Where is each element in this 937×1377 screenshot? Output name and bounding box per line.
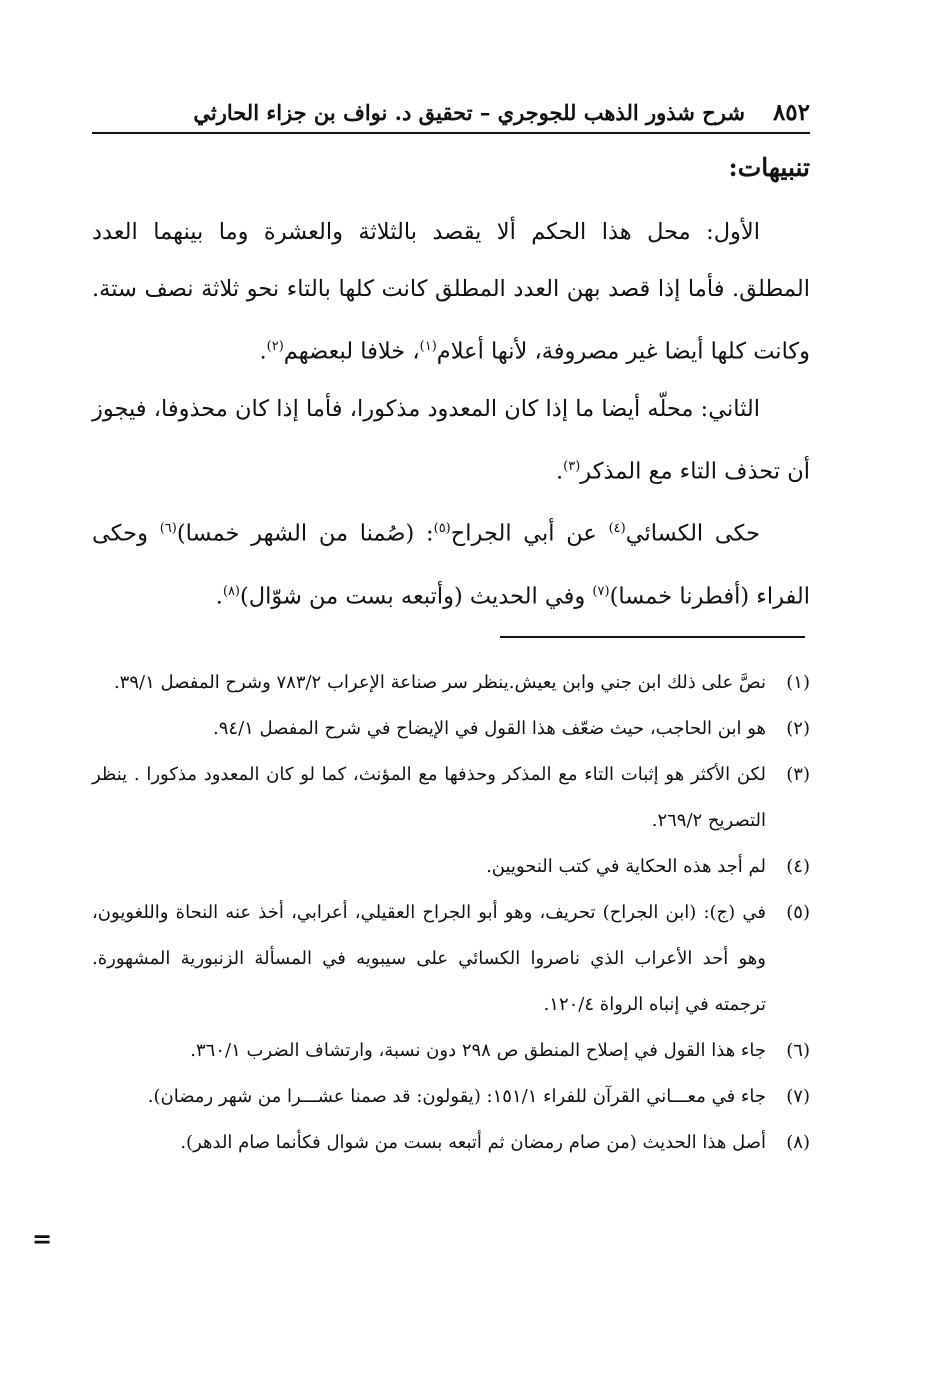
footnote-text: في (ج): (ابن الجراح) تحريف، وهو أبو الجراح العقيلي، أعرابي، أخذ عنه النحاة واللغويون، وهو أحد الأعراب الذي ناصروا الكسائي على سيبويه في المسألة الزنبورية المشهورة. ترجمته في إنباه الرواة ١٢٠/٤. xyxy=(92,902,766,1015)
footnote-number: (٨) xyxy=(786,1132,810,1153)
footnote-ref: (٥) xyxy=(433,521,451,536)
footnote-ref: (٦) xyxy=(159,521,177,536)
page-header xyxy=(92,92,810,134)
footnote-number: (٧) xyxy=(786,1086,810,1107)
footnote-text: أصل هذا الحديث (من صام رمضان ثم أتبعه بست من شوال فكأنما صام الدهر). xyxy=(180,1132,766,1153)
footnote xyxy=(92,706,810,752)
footnote-number: (٦) xyxy=(786,1040,810,1061)
paragraph-text: حكى الكسائي xyxy=(625,520,760,547)
footnote-ref: (٣) xyxy=(563,458,581,474)
footnote-text: جاء في معـــاني القرآن للفراء ١٥١/١: (يقولون: قد صمنا عشـــرا من شهر رمضان). xyxy=(147,1086,766,1107)
footnote-text: هو ابن الحاجب، حيث ضعّف هذا القول في الإيضاح في شرح المفصل ٩٤/١. xyxy=(213,718,766,739)
paragraph-third xyxy=(92,500,810,625)
footnotes-section xyxy=(92,660,810,1166)
footnote-text: لم أجد هذه الحكاية في كتب النحويين. xyxy=(486,856,766,877)
section-heading: تنبيهات: xyxy=(728,153,810,182)
paragraph-text: : (صُمنا من الشهر خمسا) xyxy=(176,520,434,547)
continuation-mark: = xyxy=(32,1224,53,1253)
paragraph-text: . xyxy=(259,338,267,365)
footnote xyxy=(92,660,810,706)
paragraph-text: . xyxy=(555,458,564,484)
footnote xyxy=(92,1120,810,1166)
paragraph-text: وحكى الفراء (أفطرنا خمسا) xyxy=(92,520,810,609)
main-text xyxy=(92,150,810,625)
footnote xyxy=(92,844,810,890)
footnote-ref: (٢) xyxy=(266,339,284,354)
footnote xyxy=(92,752,810,844)
paragraph-text: عن أبي الجراح xyxy=(450,520,609,547)
running-title: شرح شذور الذهب للجوجري – تحقيق د. نواف بن جزاء الحارثي xyxy=(193,99,745,125)
footnote-number: (٥) xyxy=(786,902,810,923)
paragraph-text: ، خلافا لبعضهم xyxy=(283,338,420,365)
footnote-number: (٤) xyxy=(786,856,810,877)
footnote-number: (٣) xyxy=(786,764,810,785)
paragraph-text: وفي الحديث (وأتبعه بست من شوّال) xyxy=(240,583,593,609)
footnote-ref: (٨) xyxy=(222,583,240,599)
page-number: ٨٥٢ xyxy=(772,98,810,126)
footnote-divider xyxy=(500,636,805,638)
footnote xyxy=(92,1028,810,1074)
footnote-text: لكن الأكثر هو إثبات التاء مع المذكر وحذفها مع المؤنث، كما لو كان المعدود مذكورا . ينظر التصريح ٢٦٩/٢. xyxy=(92,764,766,831)
footnote xyxy=(92,1074,810,1120)
footnote-number: (١) xyxy=(786,672,810,693)
footnote-text: جاء هذا القول في إصلاح المنطق ص ٢٩٨ دون نسبة، وارتشاف الضرب ٣٦٠/١. xyxy=(190,1040,766,1061)
paragraph-text: الأول: محل هذا الحكم ألا يقصد بالثلاثة والعشرة وما بينهما العدد المطلق. فأما إذا قصد بهن العدد المطلق كانت كلها بالتاء نحو ثلاثة نصف ستة. وكانت كلها أيضا غير مصروفة، لأنها أعلام xyxy=(92,219,810,365)
footnote-ref: (١) xyxy=(419,339,437,354)
paragraph-first xyxy=(92,204,810,381)
footnote-text: نصَّ على ذلك ابن جني وابن يعيش.ينظر سر صناعة الإعراب ٧٨٣/٢ وشرح المفصل ٣٩/١. xyxy=(113,672,766,693)
footnote xyxy=(92,890,810,1028)
paragraph-text: الثاني: محلّه أيضا ما إذا كان المعدود مذكورا، فأما إذا كان محذوفا، فيجوز أن تحذف التاء مع المذكر xyxy=(92,395,810,484)
paragraph-text: . xyxy=(215,583,223,609)
footnote-number: (٢) xyxy=(786,718,810,739)
paragraph-second xyxy=(92,381,810,501)
footnote-ref: (٤) xyxy=(608,521,626,536)
footnote-ref: (٧) xyxy=(592,583,610,599)
